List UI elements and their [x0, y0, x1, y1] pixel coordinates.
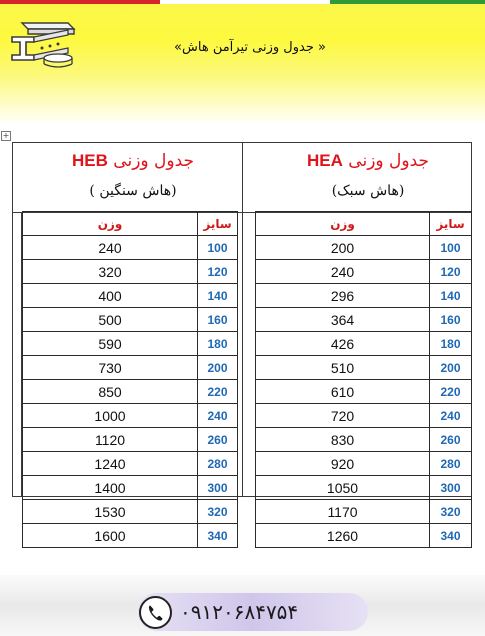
hea-table-row [256, 524, 472, 548]
hea-size-cell: 160 [430, 308, 472, 332]
hea-weight-cell: 920 [256, 452, 430, 476]
hea-size-cell: 120 [430, 260, 472, 284]
heb-weight-cell: 1400 [23, 476, 198, 500]
heb-table-row [23, 476, 238, 500]
hea-size-cell: 320 [430, 500, 472, 524]
heb-size-cell: 320 [198, 500, 238, 524]
heb-weight-cell: 1120 [23, 428, 198, 452]
hea-size-cell: 140 [430, 284, 472, 308]
heb-size-cell: 160 [198, 308, 238, 332]
hea-table-row [256, 476, 472, 500]
heb-table-row [23, 236, 238, 260]
hea-weight-cell: 610 [256, 380, 430, 404]
heb-weight-cell: 500 [23, 308, 198, 332]
hea-table-row [256, 284, 472, 308]
heb-weight-cell: 1240 [23, 452, 198, 476]
heb-size-cell: 100 [198, 236, 238, 260]
hea-size-cell: 200 [430, 356, 472, 380]
hea-table-row [256, 404, 472, 428]
hea-weight-cell: 240 [256, 260, 430, 284]
hea-size-cell: 260 [430, 428, 472, 452]
heb-size-cell: 300 [198, 476, 238, 500]
hea-size-cell: 240 [430, 404, 472, 428]
heb-weight-cell: 590 [23, 332, 198, 356]
heb-weight-cell: 320 [23, 260, 198, 284]
hea-weight-cell: 510 [256, 356, 430, 380]
heb-header-row [23, 212, 238, 236]
hea-table-row [256, 428, 472, 452]
heb-weight-cell: 730 [23, 356, 198, 380]
hea-title-code: HEA [306, 151, 343, 170]
heb-table-row [23, 356, 238, 380]
hea-table-row [256, 308, 472, 332]
heb-weight-table [22, 211, 238, 548]
hea-table-row [256, 356, 472, 380]
hea-size-cell: 300 [430, 476, 472, 500]
hea-header-row [256, 212, 472, 236]
heb-table-row [23, 500, 238, 524]
heb-panel-subtitle: (هاش سنگین ) [89, 183, 177, 199]
phone-icon[interactable] [139, 596, 172, 629]
page-title: « جدول وزنی تیرآمن هاش» [174, 40, 326, 55]
heb-size-cell: 240 [198, 404, 238, 428]
heb-size-cell: 220 [198, 380, 238, 404]
hea-table-row [256, 500, 472, 524]
hea-weight-cell: 1170 [256, 500, 430, 524]
heb-size-cell: 340 [198, 524, 238, 548]
heb-weight-cell: 850 [23, 380, 198, 404]
hea-title-prefix: جدول وزنی [348, 151, 430, 171]
hea-weight-cell: 200 [256, 236, 430, 260]
hea-size-cell: 280 [430, 452, 472, 476]
center-divider [242, 143, 243, 497]
heb-table-body [23, 236, 238, 548]
heb-weight-header: وزن [23, 212, 198, 236]
heb-weight-cell: 1600 [23, 524, 198, 548]
heb-size-cell: 280 [198, 452, 238, 476]
heb-table-row [23, 260, 238, 284]
heb-size-cell: 140 [198, 284, 238, 308]
steel-beam-logo-icon [8, 17, 78, 69]
heb-table-row [23, 404, 238, 428]
hea-size-header: سایز [430, 212, 472, 236]
hea-panel-title [268, 151, 468, 171]
heb-table-row [23, 332, 238, 356]
heb-table-row [23, 524, 238, 548]
hea-weight-header: وزن [256, 212, 430, 236]
hea-table-body [256, 236, 472, 548]
hea-weight-cell: 426 [256, 332, 430, 356]
hea-panel-subtitle: (هاش سبک) [331, 183, 405, 199]
hea-table-row [256, 452, 472, 476]
hea-weight-cell: 364 [256, 308, 430, 332]
heb-weight-cell: 1530 [23, 500, 198, 524]
phone-number[interactable]: ۰۹۱۲۰۶۸۴۷۵۴ [180, 600, 299, 624]
heb-weight-cell: 240 [23, 236, 198, 260]
heb-table-row [23, 380, 238, 404]
header-banner [0, 4, 485, 122]
heb-title-prefix: جدول وزنی [113, 151, 195, 171]
heb-size-cell: 180 [198, 332, 238, 356]
hea-weight-cell: 296 [256, 284, 430, 308]
heb-size-cell: 120 [198, 260, 238, 284]
heb-weight-cell: 1000 [23, 404, 198, 428]
hea-size-cell: 340 [430, 524, 472, 548]
hea-table-row [256, 236, 472, 260]
move-handle-icon[interactable]: + [2, 131, 10, 140]
heb-table-row [23, 308, 238, 332]
heb-size-cell: 260 [198, 428, 238, 452]
heb-table-row [23, 428, 238, 452]
heb-size-cell: 200 [198, 356, 238, 380]
heb-size-header: سایز [198, 212, 238, 236]
heb-table-row [23, 452, 238, 476]
hea-size-cell: 220 [430, 380, 472, 404]
hea-weight-table [255, 211, 472, 548]
hea-size-cell: 180 [430, 332, 472, 356]
hea-weight-cell: 1260 [256, 524, 430, 548]
hea-size-cell: 100 [430, 236, 472, 260]
heb-weight-cell: 400 [23, 284, 198, 308]
hea-table-row [256, 260, 472, 284]
heb-table-row [23, 284, 238, 308]
heb-title-code: HEB [71, 151, 108, 170]
hea-weight-cell: 1050 [256, 476, 430, 500]
heb-panel-title [33, 151, 233, 171]
hea-weight-cell: 720 [256, 404, 430, 428]
hea-weight-cell: 830 [256, 428, 430, 452]
hea-table-row [256, 380, 472, 404]
hea-table-row [256, 332, 472, 356]
